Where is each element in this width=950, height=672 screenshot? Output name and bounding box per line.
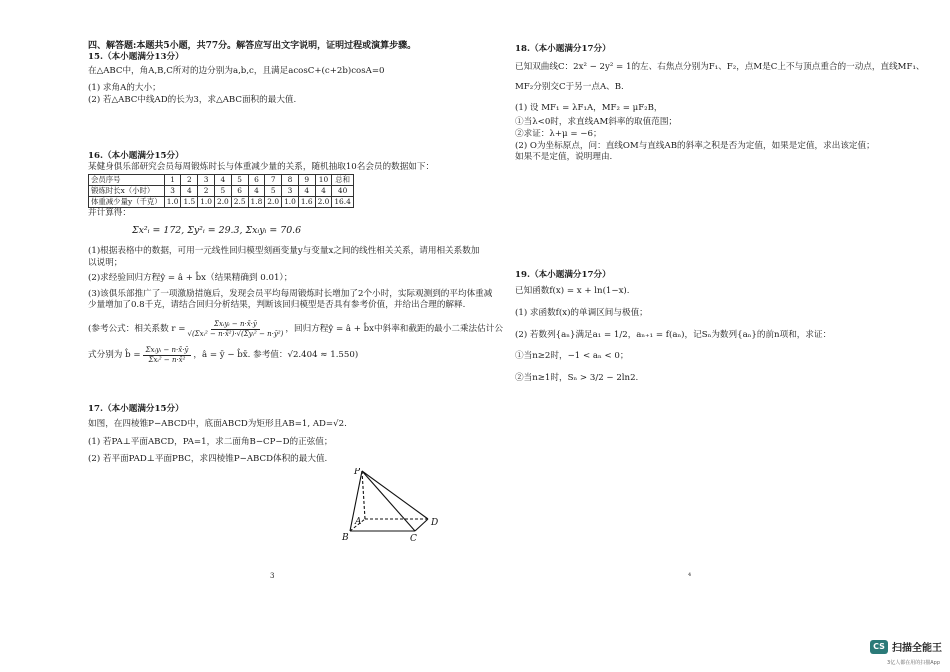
table-cell: 2.0 — [315, 196, 332, 207]
q16-part2: (2)求经验回归方程ŷ = â + b̂x（结果精确到 0.01）； — [88, 273, 293, 284]
q17-part2: (2) 若平面PAD⊥平面PBC，求四棱锥P−ABCD体积的最大值. — [88, 454, 328, 465]
table-cell: 6 — [231, 185, 248, 196]
watermark-name: 扫描全能王 — [892, 643, 942, 654]
ref-text-c: 式分别为 b̂ = — [88, 349, 141, 360]
q16-data-table — [88, 174, 354, 208]
table-cell: 6 — [248, 174, 265, 185]
page-number-left: 3 — [270, 572, 275, 580]
q16-part3-line1: (3)该俱乐部推广了一项激励措施后，发现会员平均每周锻炼时长增加了2个小时，实际观测到的平均体重减 — [88, 288, 493, 299]
q18-part2-line1: (2) O为坐标原点，问：直线OM与直线AB的斜率之积是否为定值，如果是定值，求出该定值； — [515, 140, 875, 151]
q16-part1-line2: 以说明； — [88, 257, 123, 268]
table-cell: 9 — [298, 174, 315, 185]
table-cell: 2.0 — [215, 196, 232, 207]
table-cell: 总和 — [332, 174, 353, 185]
q16-stem: 某健身俱乐部研究会员每周锻炼时长与体重减少量的关系，随机抽取10名会员的数据如下： — [88, 162, 435, 173]
table-cell: 1.6 — [298, 196, 315, 207]
table-cell: 5 — [215, 185, 232, 196]
edge-PD — [362, 471, 428, 519]
q17-title: 17.（本小题满分15分） — [88, 403, 184, 414]
label-C: C — [410, 534, 417, 544]
q15-part2: (2) 若△ABC中线AD的长为3，求△ABC面积的最大值. — [88, 94, 297, 105]
table-cell: 4 — [181, 185, 198, 196]
q17-part1: (1) 若PA⊥平面ABCD，PA=1，求二面角B−CP−D的正弦值； — [88, 436, 333, 447]
label-B: B — [342, 533, 349, 543]
q16-title: 16.（本小题满分15分） — [88, 150, 184, 161]
q19-part2a: ①当n≥2时，−1 < aₙ < 0； — [515, 351, 629, 362]
q19-title: 19.（本小题满分17分） — [515, 269, 611, 280]
scanner-watermark — [870, 639, 942, 654]
q19-part2: (2) 若数列{aₙ}满足a₁ = 1/2，aₙ₊₁ = f(aₙ)，记Sₙ为数列{aₙ}的前n项和，求证： — [515, 329, 832, 340]
table-cell: 3 — [282, 185, 299, 196]
table-cell: 8 — [282, 174, 299, 185]
edge-PA — [362, 471, 365, 519]
table-header-row — [89, 174, 354, 185]
table-cell: 会员序号 — [89, 174, 165, 185]
q18-part1b: ②求证：λ+μ = −6； — [515, 128, 602, 139]
table-row — [89, 196, 354, 207]
table-cell: 3 — [164, 185, 181, 196]
watermark-subtitle: 3亿人都在用的扫描App — [887, 660, 940, 666]
camscanner-logo-icon: CS — [870, 640, 888, 654]
table-cell: 体重减少量y（千克） — [89, 196, 165, 207]
table-cell: 5 — [265, 185, 282, 196]
right-column — [515, 40, 925, 384]
q18-part2-line2: 如果不是定值，说明理由. — [515, 152, 613, 163]
table-row — [89, 185, 354, 196]
table-cell: 4 — [315, 185, 332, 196]
table-cell: 4 — [215, 174, 232, 185]
edge-CD — [415, 519, 428, 531]
q16-part3-line2: 少量增加了0.8千克，请结合回归分析结果，判断该回归模型是否具有参考价值，并给出合理的解释. — [88, 300, 466, 311]
table-cell: 2 — [181, 174, 198, 185]
q15-stem: 在△ABC中，角A,B,C所对的边分别为a,b,c，且满足acosC+(c+2b)cosA=0 — [88, 65, 385, 76]
table-cell: 3 — [198, 174, 215, 185]
ref-text-b: ，回归方程ŷ = â + b̂x中斜率和截距的最小二乘法估计公 — [285, 324, 503, 335]
label-A: A — [355, 517, 362, 527]
q18-stem-line1: 已知双曲线C：2x² − 2y² = 1的左、右焦点分别为F₁、F₂，点M是C上不与顶点重合的一动点，直线MF₁、 — [515, 61, 925, 72]
q18-part1a: ①当λ<0时，求直线AM斜率的取值范围； — [515, 117, 678, 128]
q18-stem-line2: MF₂分别交C于另一点A、B. — [515, 82, 624, 93]
table-cell: 16.4 — [332, 196, 353, 207]
table-cell: 2.0 — [265, 196, 282, 207]
q16-part1-line1: (1)根据表格中的数据，可用一元线性回归模型刻画变量y与变量x之间的线性相关关系，请用相关系数加 — [88, 245, 480, 256]
slope-fraction: Σxᵢyᵢ − n·x̄·ȳ Σxᵢ² − n·x̄² — [143, 346, 192, 366]
table-cell: 2 — [198, 185, 215, 196]
edge-PC — [362, 471, 415, 531]
table-cell: 1.0 — [282, 196, 299, 207]
table-cell: 10 — [315, 174, 332, 185]
table-cell: 锻炼时长x（小时） — [89, 185, 165, 196]
page-number-right: 4 — [688, 572, 692, 578]
table-cell: 4 — [298, 185, 315, 196]
q19-stem: 已知函数f(x) = x + ln(1−x). — [515, 286, 630, 297]
q19-part2b: ②当n≥1时，Sₙ > 3/2 − 2ln2. — [515, 372, 639, 383]
table-cell: 2.5 — [231, 196, 248, 207]
q15-part1: (1) 求角A的大小； — [88, 83, 161, 94]
ref-text-d: ，â = ȳ − b̂x̄. 参考值：√2.404 ≈ 1.550) — [193, 349, 359, 360]
q16-ref-line2 — [88, 346, 458, 366]
q15-title: 15.（本小题满分13分） — [88, 52, 184, 63]
q18-part1: (1) 设 MF₁ = λF₁A，MF₂ = μF₂B， — [515, 102, 663, 113]
table-cell: 40 — [332, 185, 353, 196]
q16-calc-label: 并计算得： — [88, 207, 131, 218]
q16-sums: Σx²ᵢ = 172, Σy²ᵢ = 29.3, Σxᵢyᵢ = 70.6 — [132, 225, 302, 237]
q17-stem: 如图，在四棱锥P−ABCD中，底面ABCD为矩形且AB=1, AD=√2. — [88, 419, 347, 430]
q16-ref-line1 — [88, 319, 503, 340]
q18-title: 18.（本小题满分17分） — [515, 44, 611, 54]
table-cell: 1.8 — [248, 196, 265, 207]
label-D: D — [431, 518, 439, 528]
q19-part1: (1) 求函数f(x)的单调区间与极值； — [515, 307, 648, 318]
table-cell: 1.0 — [198, 196, 215, 207]
table-cell: 7 — [265, 174, 282, 185]
table-cell: 1 — [164, 174, 181, 185]
table-cell: 1.0 — [164, 196, 181, 207]
table-cell: 1.5 — [181, 196, 198, 207]
pyramid-figure — [340, 468, 450, 548]
label-P: P — [354, 468, 361, 477]
section-header: 四、解答题:本题共5小题，共77分。解答应写出文字说明，证明过程或演算步骤。 — [88, 41, 417, 51]
ref-text-a: (参考公式：相关系数 r = — [88, 324, 186, 335]
table-cell: 5 — [231, 174, 248, 185]
correlation-fraction: Σxᵢyᵢ − n·x̄·ȳ √(Σxᵢ² − n·x̄²)·√(Σyᵢ² − n·ȳ²) — [187, 319, 284, 339]
left-column — [88, 40, 503, 466]
table-cell: 4 — [248, 185, 265, 196]
